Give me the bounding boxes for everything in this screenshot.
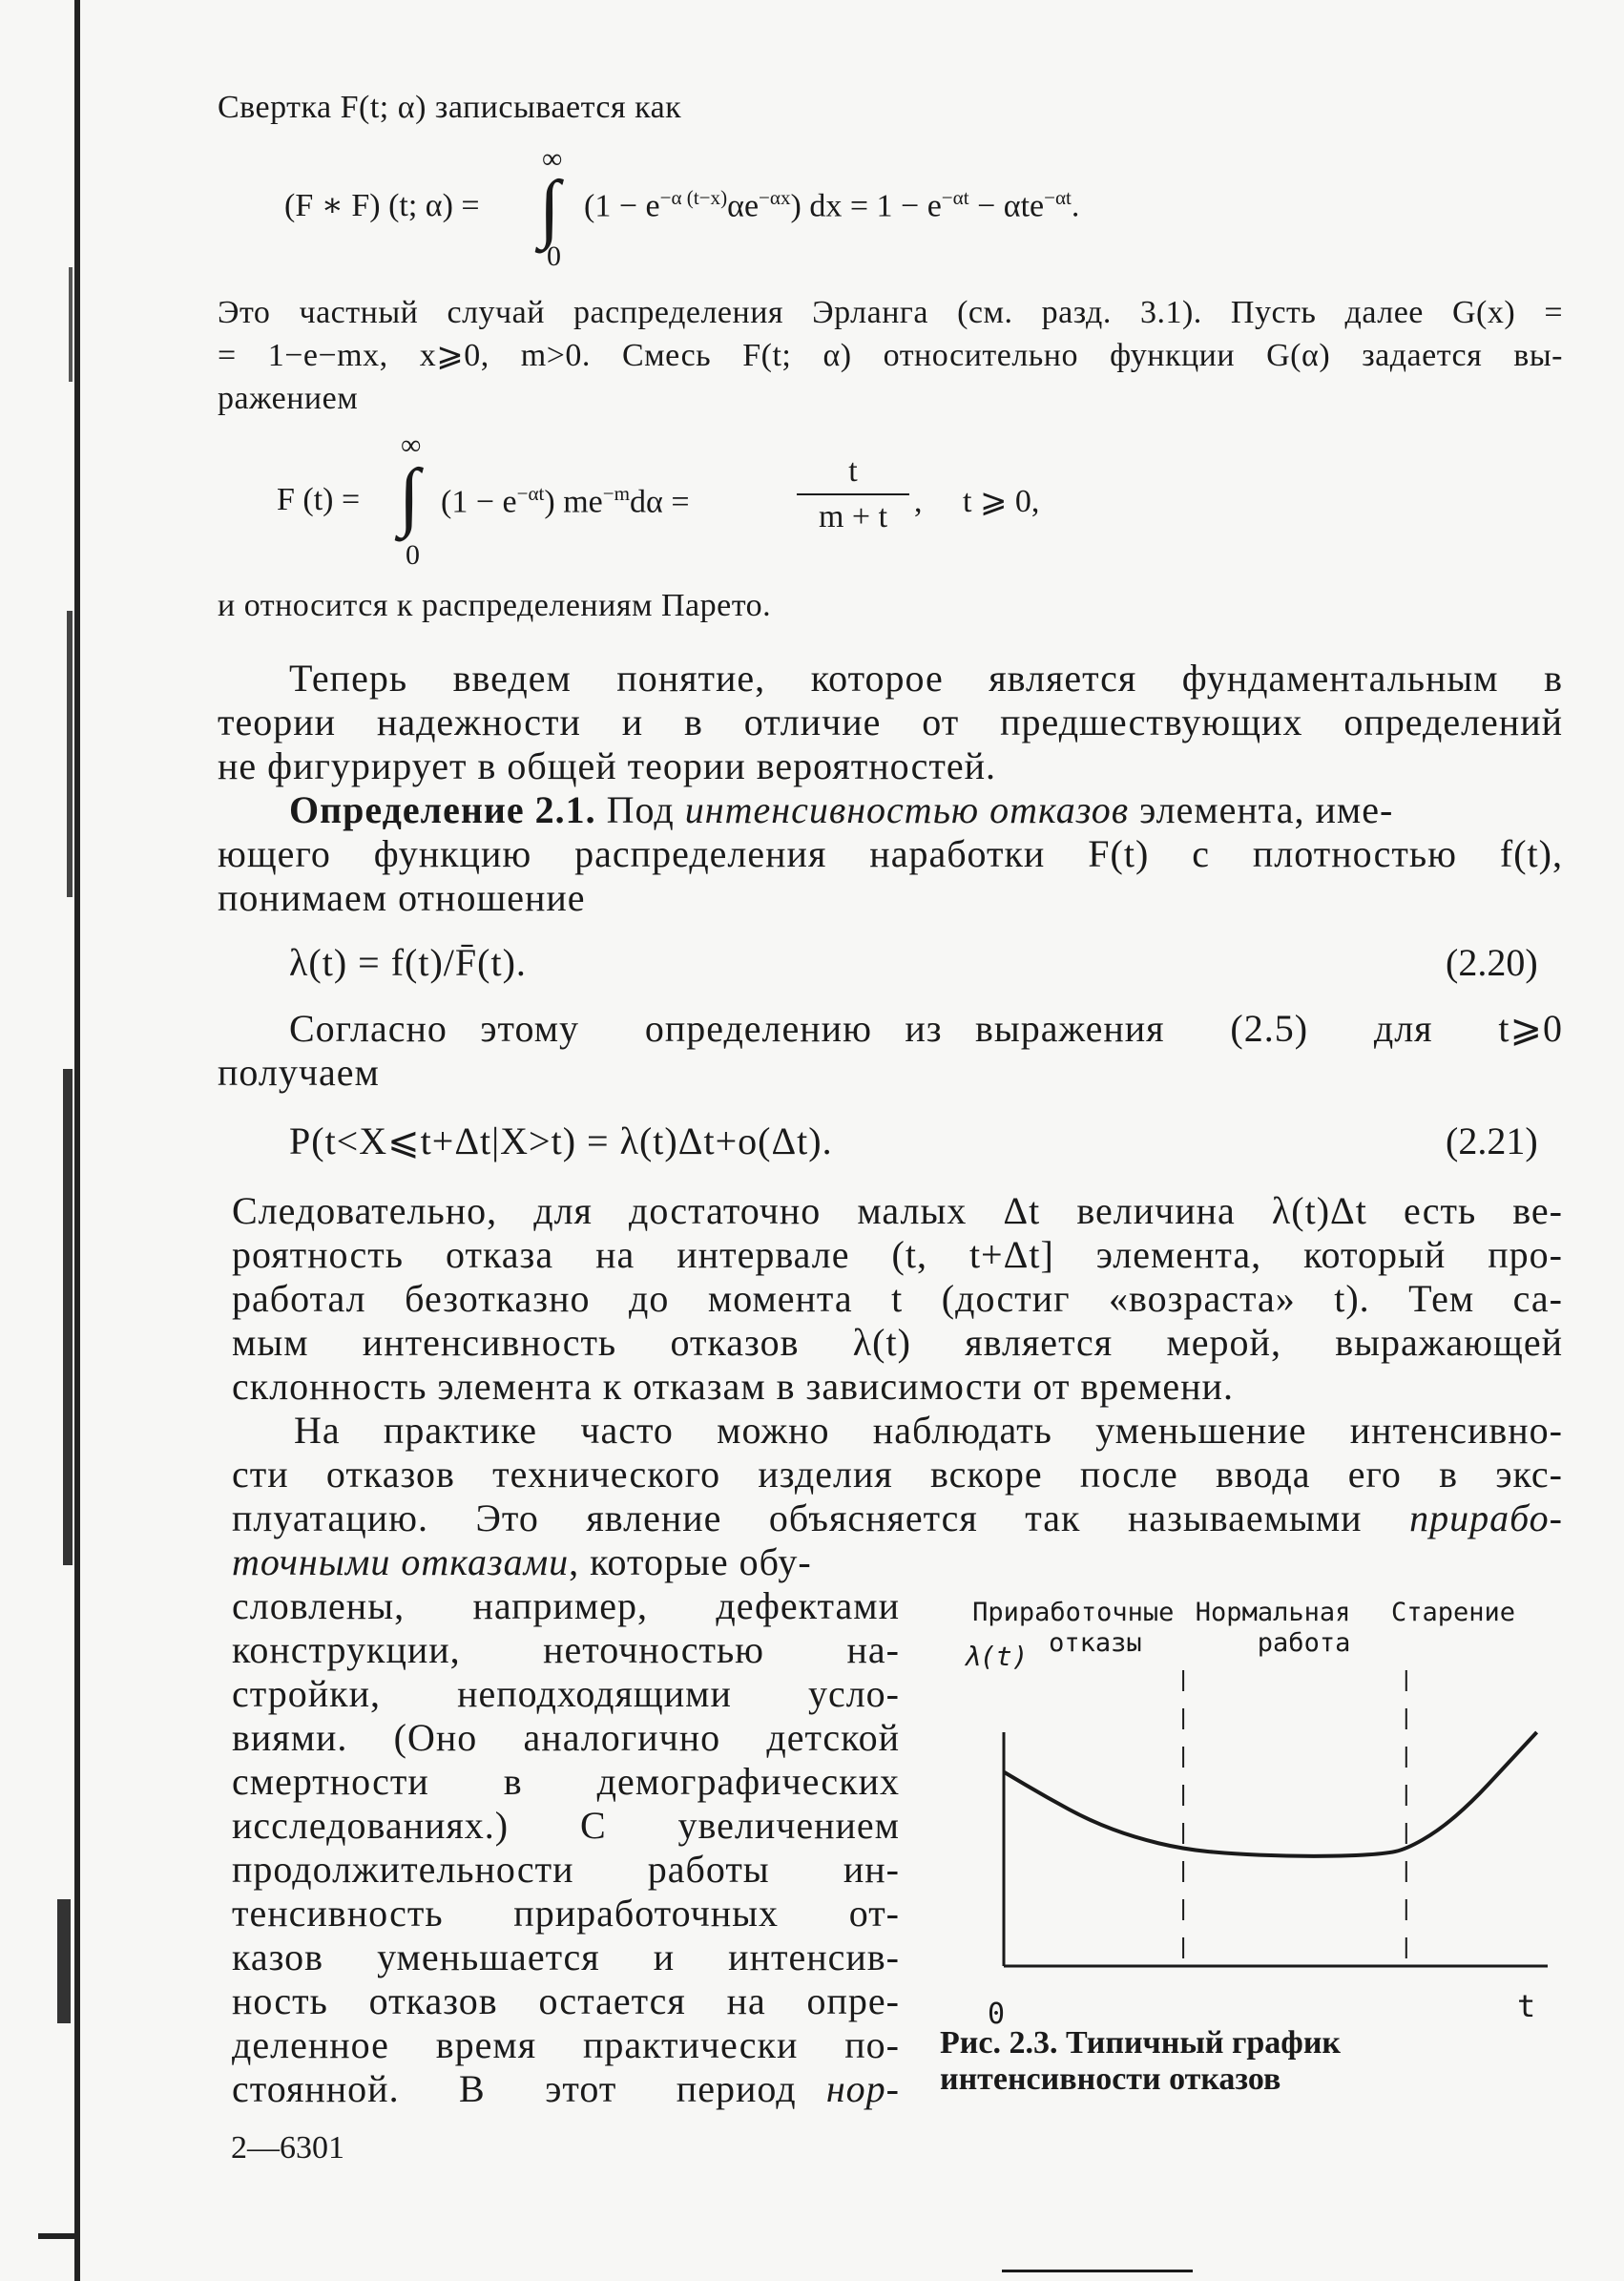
- column-line-7: продолжительности работы ин-: [232, 1848, 900, 1891]
- eq1-lower-limit: 0: [547, 241, 561, 272]
- page-footer-signature: 2—6301: [231, 2130, 344, 2166]
- figure-caption-text: Типичный график интенсивности отказов: [940, 2025, 1342, 2097]
- column-line-9: казов уменьшается и интенсив-: [232, 1936, 900, 1978]
- figure-caption: [940, 2025, 1570, 2098]
- eq1-upper-limit: ∞: [542, 143, 563, 175]
- failure-rate-curve: [1004, 1732, 1537, 1856]
- definition-line-2: ющего функцию распределения наработки F(t) с плотностью f(t),: [218, 832, 1563, 875]
- eq1-body: $(1 - e^{-\alpha (t-x)}\alpha e^{-\alpha x})$ dx = $1 - e^{-\alpha t} - \alpha te^{-\alpha t}$.: [584, 186, 1080, 224]
- equation-2-20: λ(t) = f(t)/F̄(t).: [289, 941, 527, 984]
- region-label-1: Приработочные: [972, 1598, 1175, 1627]
- paragraph-practice-4: точными отказами, которые обу-: [232, 1540, 812, 1583]
- paragraph-erlang-3: ражением: [218, 381, 359, 416]
- eq2-fraction: t m + t: [797, 453, 909, 535]
- paragraph-erlang-1: Это частный случай распределения Эрланга (см. разд. 3.1). Пусть далее G(x) =: [218, 295, 1563, 330]
- definition-label: Определение 2.1.: [289, 788, 596, 831]
- pareto-line: и относится к распределениям Парето.: [218, 588, 772, 623]
- region-sublabel-1: отказы: [1049, 1628, 1142, 1658]
- integral-sign: ∫: [539, 166, 560, 250]
- column-line-8: тенсивность приработочных от-: [232, 1892, 900, 1935]
- column-line-10: ность отказов остается на опре-: [232, 1979, 900, 2022]
- paragraph-consequently-2: роятность отказа на интервале (t, t+Δt] элемента, который про-: [232, 1233, 1563, 1276]
- column-line-3: стройки, неподходящими усло-: [232, 1672, 900, 1715]
- paragraph-practice-2: сти отказов технического изделия вскоре после ввода его в экс-: [232, 1453, 1563, 1496]
- paragraph-consequently-5: склонность элемента к отказам в зависимости от времени.: [232, 1365, 1234, 1408]
- equation-2-21: P(t<X⩽t+Δt|X>t) = λ(t)Δt+o(Δt).: [289, 1120, 833, 1162]
- eq1-lhs: (F ∗ F) (t; α) =: [284, 188, 480, 223]
- term-burn-in-b: точными отказами: [232, 1540, 570, 1583]
- figure-caption-prefix: Рис. 2.3.: [940, 2025, 1058, 2061]
- region-sublabel-2: работа: [1257, 1628, 1351, 1658]
- column-line-4: виями. (Оно аналогично детской: [232, 1716, 900, 1759]
- column-line-2: конструкции, неточностью на-: [232, 1628, 900, 1671]
- paragraph-according-2: получаем: [218, 1051, 380, 1094]
- eq2-lower-limit: 0: [406, 539, 420, 571]
- bottom-rule: [1002, 2270, 1193, 2272]
- term-normal: нор-: [825, 2067, 900, 2110]
- column-line-12: стоянной. В этот период нор-: [232, 2067, 900, 2110]
- x-axis-label: t: [1517, 1988, 1536, 2024]
- intro-line: Свертка F(t; α) записывается как: [218, 90, 682, 125]
- origin-label: 0: [988, 1998, 1006, 2031]
- y-axis-label: λ(t): [964, 1641, 1029, 1672]
- failure-rate-chart: [964, 1589, 1565, 2038]
- eq2-condition: , t ⩾ 0,: [914, 484, 1040, 519]
- paragraph-practice-3: плуатацию. Это явление объясняется так называемыми прирабо-: [232, 1496, 1563, 1539]
- definition-line-1: Определение 2.1. Под интенсивностью отказов элемента, име-: [289, 788, 1394, 831]
- eq2-body: $(1 - e^{-\alpha t})$ $me^{-m}d\alpha$ =: [441, 482, 690, 520]
- column-line-11: деленное время практически по-: [232, 2023, 900, 2066]
- paragraph-consequently-4: мым интенсивность отказов λ(t) является мерой, выражающей: [232, 1321, 1563, 1364]
- paragraph-according-1: Согласно этому определению из выражения (2.5) для t⩾0: [289, 1007, 1563, 1050]
- equation-number-2-21: (2.21): [1446, 1120, 1538, 1162]
- region-label-2: Нормальная: [1195, 1598, 1351, 1627]
- column-line-5: смертности в демографических: [232, 1760, 900, 1803]
- paragraph-concept-3: не фигурирует в общей теории вероятностей.: [218, 744, 997, 787]
- equation-number-2-20: (2.20): [1446, 941, 1538, 984]
- column-line-6: исследованиях.) С увеличением: [232, 1804, 900, 1847]
- paragraph-practice-1: На практике часто можно наблюдать уменьшение интенсивно-: [294, 1409, 1563, 1452]
- paragraph-concept-1: Теперь введем понятие, которое является фундаментальным в: [289, 657, 1563, 700]
- paragraph-consequently-3: работал безотказно до момента t (достиг «возраста» t). Тем са-: [232, 1277, 1563, 1320]
- column-line-1: словлены, например, дефектами: [232, 1584, 900, 1627]
- paragraph-concept-2: теории надежности и в отличие от предшествующих определений: [218, 701, 1563, 743]
- term-burn-in-a: прирабо-: [1409, 1496, 1563, 1539]
- integral-sign: ∫: [399, 454, 420, 538]
- eq2-lhs: F (t) =: [277, 482, 361, 517]
- term-failure-rate: интенсивностью отказов: [684, 788, 1130, 831]
- region-label-3: Старение: [1391, 1598, 1516, 1627]
- eq2-upper-limit: ∞: [401, 429, 422, 461]
- paragraph-erlang-2: = 1−e−mx, x⩾0, m>0. Смесь F(t; α) относительно функции G(α) задается вы-: [218, 338, 1563, 373]
- definition-line-3: понимаем отношение: [218, 876, 586, 919]
- paragraph-consequently-1: Следовательно, для достаточно малых Δt величина λ(t)Δt есть ве-: [232, 1189, 1563, 1232]
